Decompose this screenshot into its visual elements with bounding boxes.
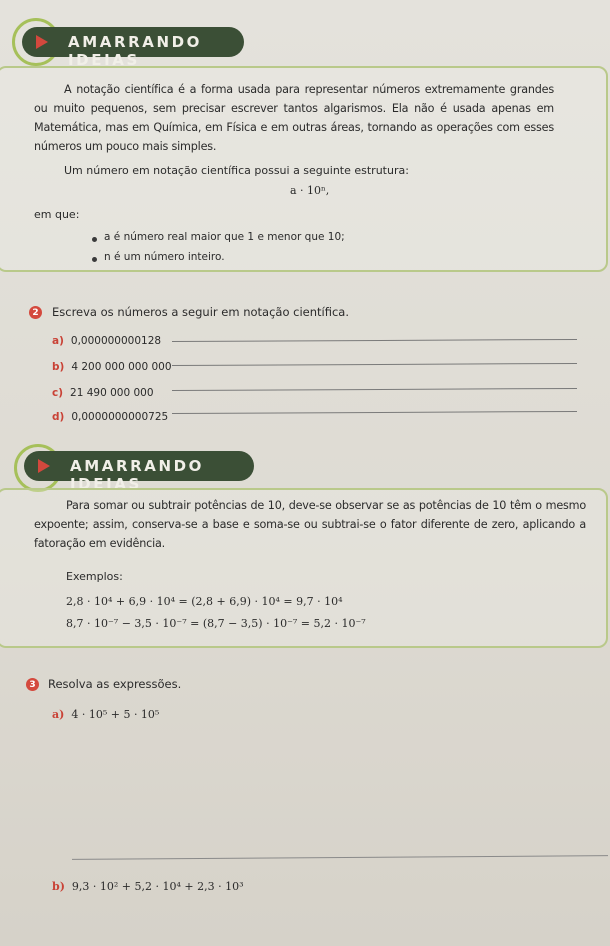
item-letter: a): [52, 708, 65, 721]
item-text: 0,0000000000725: [71, 411, 169, 423]
answer-line-a[interactable]: [172, 339, 577, 342]
item-text: 0,000000000128: [70, 335, 162, 347]
question-number-badge: 2: [29, 306, 42, 319]
item-letter: a): [52, 335, 64, 347]
answer-line-b[interactable]: [172, 363, 577, 366]
item-letter: d): [52, 411, 65, 423]
answer-area-b[interactable]: [52, 898, 592, 942]
bullet-dot: [92, 257, 97, 262]
item-letter: b): [52, 361, 65, 373]
item-text: 9,3 · 10² + 5,2 · 10⁴ + 2,3 · 10³: [71, 880, 244, 893]
bullet-dot: [92, 237, 97, 242]
question-2-item-c: [52, 387, 154, 399]
info-paragraph-3: Para somar ou subtrair potências de 10, deve-se observar se as potências de 10 têm o mesmo expoente; assim, conserva-se a base e soma-se ou subtrai-se o fator diferente de zero, aplicando a fatoração em evidência.: [34, 499, 586, 550]
question-number-badge: 3: [26, 678, 39, 691]
bullet-text-2: n é um número inteiro.: [104, 251, 225, 263]
question-3-item-a: [52, 708, 159, 721]
bullet-text-1: a é número real maior que 1 e menor que 10;: [104, 231, 345, 243]
play-arrow-icon: [38, 459, 50, 473]
item-text: 4 · 10⁵ + 5 · 10⁵: [71, 708, 160, 721]
answer-line-c[interactable]: [172, 388, 577, 391]
example-2: 8,7 · 10⁻⁷ − 3,5 · 10⁻⁷ = (8,7 − 3,5) · 10⁻⁷ = 5,2 · 10⁻⁷: [66, 617, 366, 630]
banner-title: AMARRANDO IDEIAS: [70, 457, 205, 493]
item-text: 4 200 000 000 000: [71, 361, 172, 373]
question-2-item-a: [52, 335, 161, 347]
question-2-title: Escreva os números a seguir em notação científica.: [52, 305, 350, 319]
banner-title: AMARRANDO IDEIAS: [68, 33, 203, 69]
answer-area-a[interactable]: [52, 726, 592, 854]
question-2-item-d: [52, 411, 168, 423]
question-2-item-b: [52, 361, 172, 373]
item-letter: c): [52, 387, 64, 399]
question-3-title: Resolva as expressões.: [48, 677, 182, 691]
answer-line-d[interactable]: [172, 411, 577, 414]
item-text: 21 490 000 000: [70, 387, 154, 399]
question-3-item-b: [52, 880, 244, 893]
info-paragraph-1: A notação científica é a forma usada para representar números extremamente grandes ou muito pequenos, sem precisar escrever tantos algarismos. Ela não é usada apenas em Matemática, mas em Química, em Física e em outras áreas, tornando as operações com esses números um pouco mais simples.: [34, 83, 554, 153]
info-paragraph-2: Um número em notação científica possui a seguinte estrutura:: [64, 164, 409, 177]
section-banner-1: [22, 27, 244, 69]
play-arrow-icon: [36, 35, 48, 49]
example-1: 2,8 · 10⁴ + 6,9 · 10⁴ = (2,8 + 6,9) · 10⁴ = 9,7 · 10⁴: [66, 595, 343, 608]
separator-line: [72, 855, 608, 860]
em-que-label: em que:: [34, 208, 80, 221]
item-letter: b): [52, 880, 65, 893]
formula: a · 10ⁿ,: [290, 184, 330, 197]
examples-label: Exemplos:: [66, 570, 123, 583]
section-banner-2: [24, 451, 254, 493]
